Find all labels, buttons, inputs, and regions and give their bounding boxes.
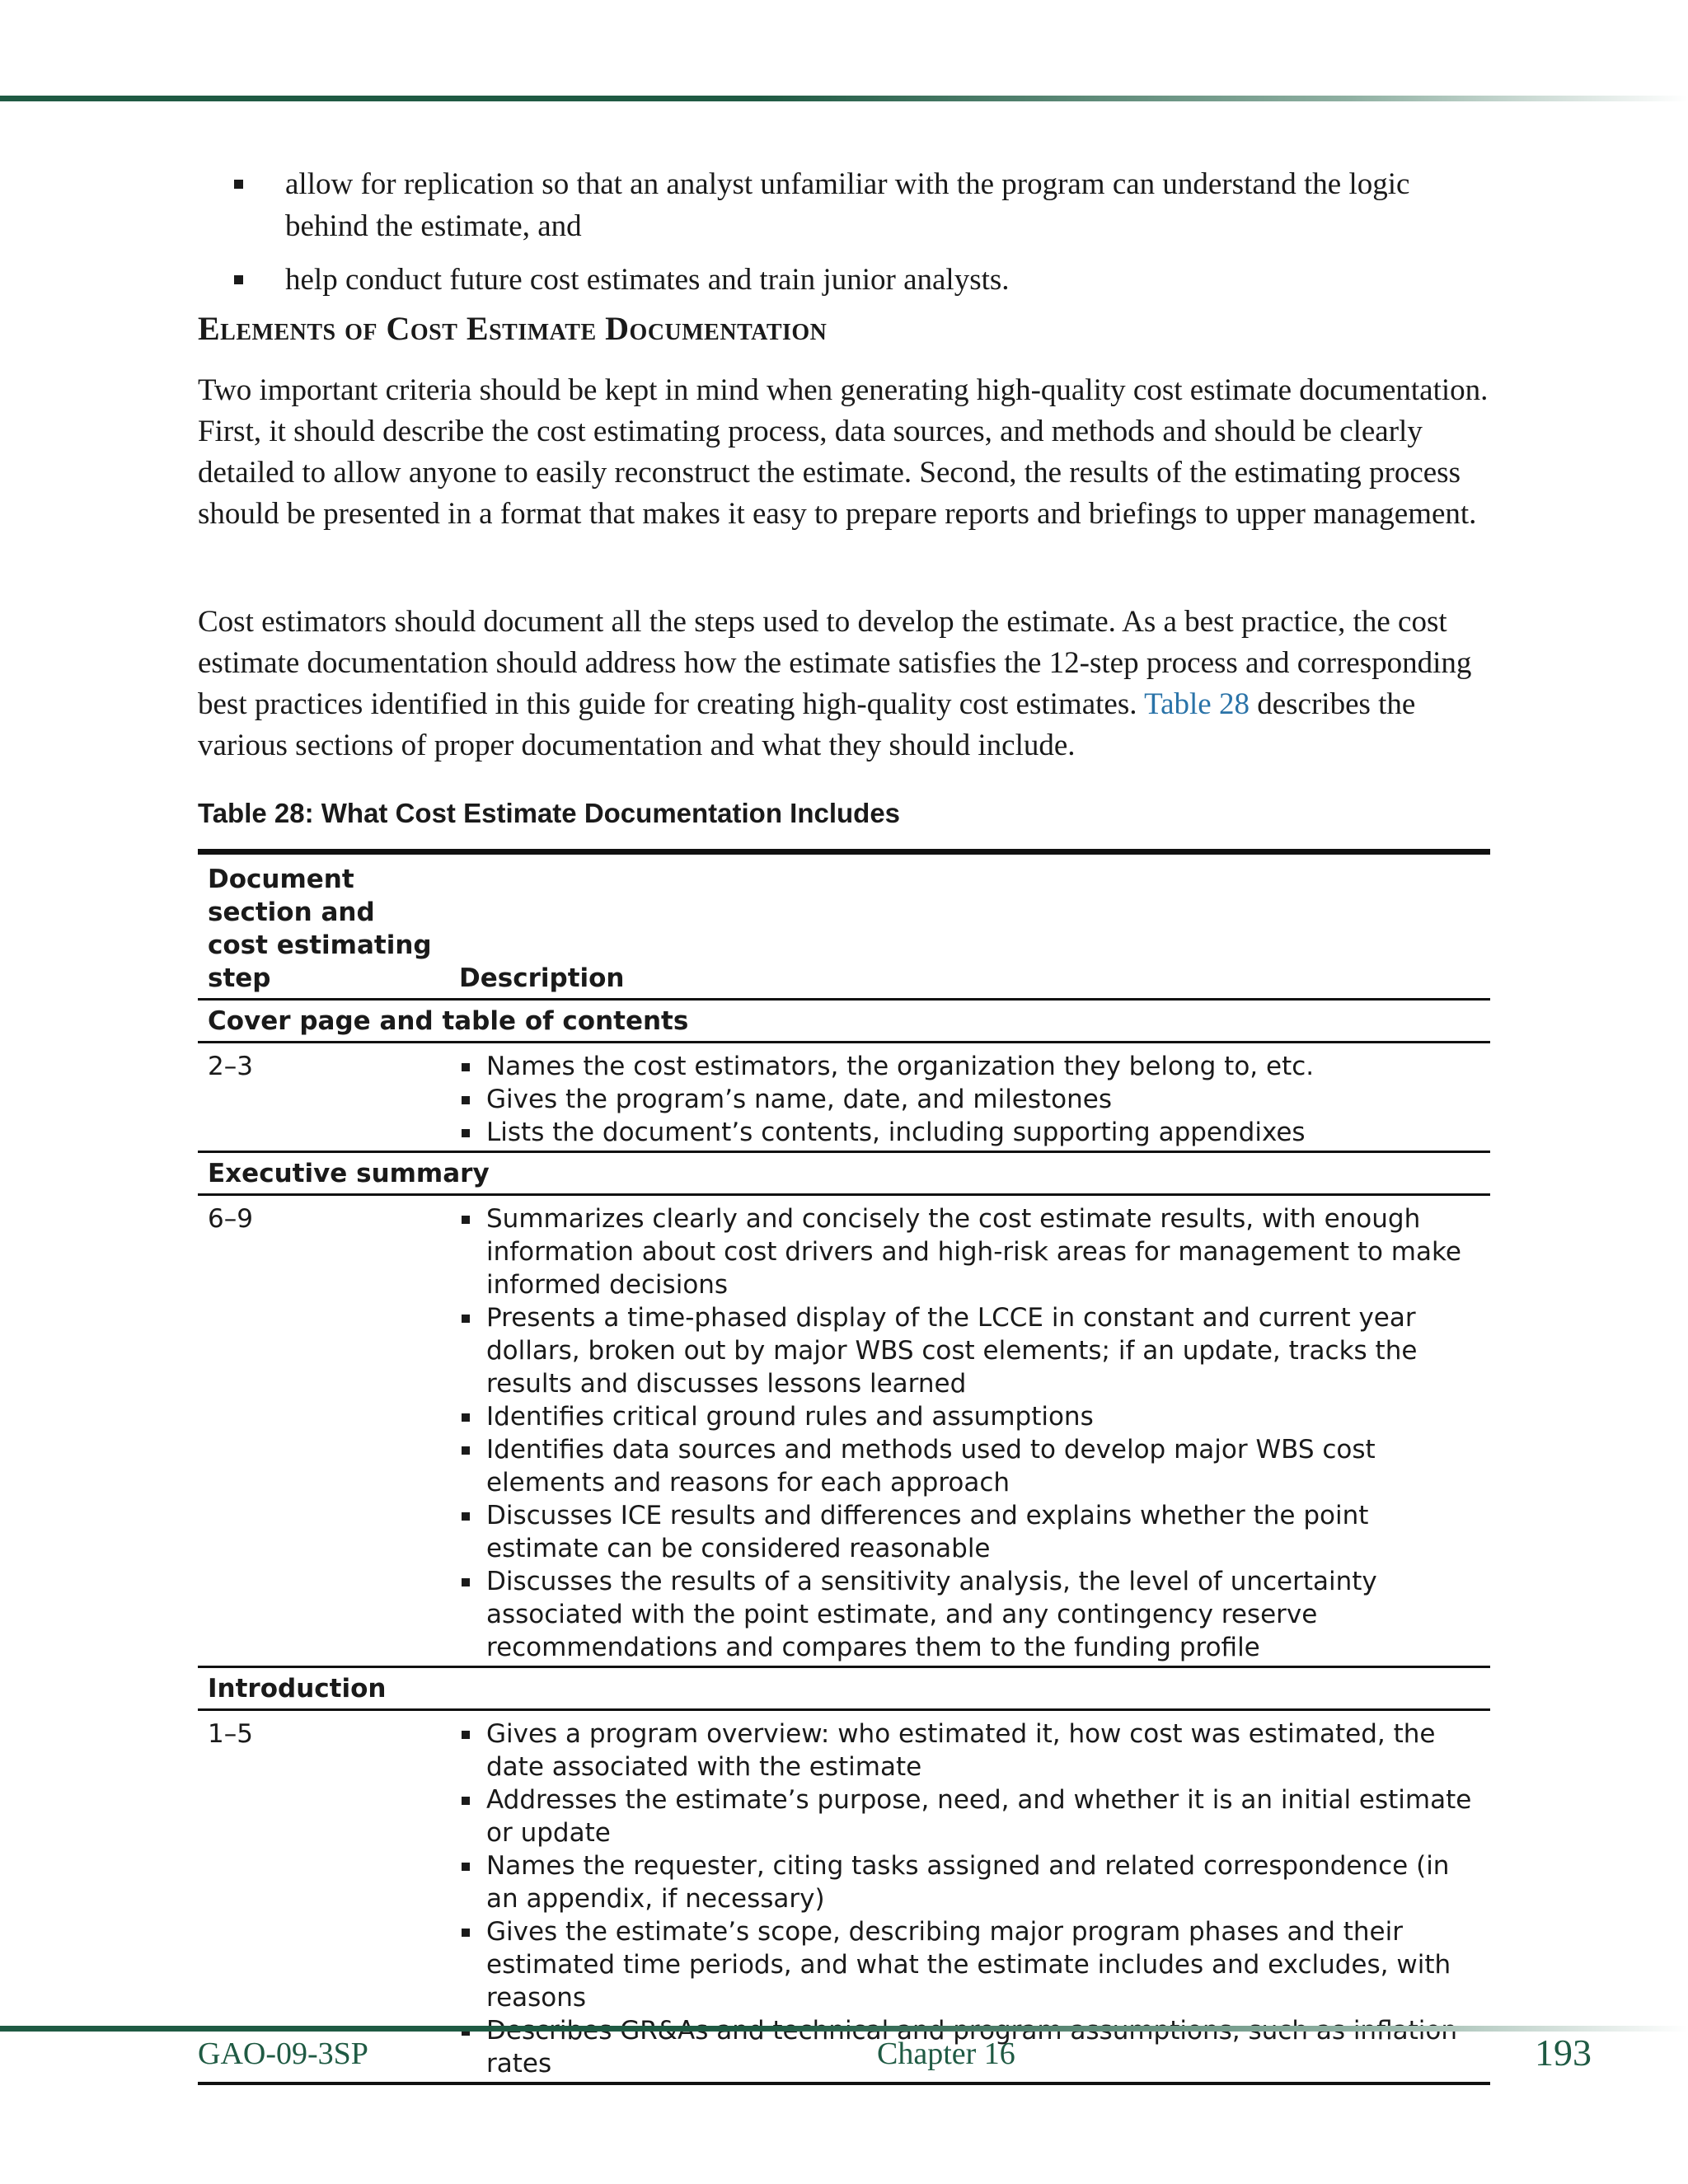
square-bullet-icon — [462, 1863, 470, 1871]
item-text: rates — [486, 2049, 552, 2079]
description-cell — [449, 1043, 1490, 1152]
list-item — [459, 1565, 1480, 1664]
footer-chapter: Chapter 16 — [877, 2036, 1015, 2071]
list-item — [459, 1400, 1480, 1433]
square-bullet-icon — [462, 1216, 470, 1224]
item-text: Discusses the results of a sensitivity analysis, the level of uncertainty associated with the point estimate, and any contingency reserve recommendations and compares them to the funding profile — [486, 1567, 1377, 1662]
list-item — [459, 1499, 1480, 1565]
square-bullet-icon — [462, 1129, 470, 1137]
list-item — [459, 1116, 1480, 1149]
bottom-rule — [0, 2026, 1688, 2032]
square-bullet-icon — [234, 275, 243, 284]
list-item — [459, 1050, 1480, 1083]
square-bullet-icon — [462, 1512, 470, 1521]
square-bullet-icon — [462, 1096, 470, 1104]
section-title: Cover page and table of contents — [198, 1000, 1490, 1043]
documentation-table — [198, 849, 1490, 2085]
step-cell: 2–3 — [198, 1043, 449, 1152]
item-text: Gives the estimate’s scope, describing major program phases and their estimated time periods, and what the estimate includes and excludes, with reasons — [486, 1917, 1451, 2013]
square-bullet-icon — [462, 1413, 470, 1422]
square-bullet-icon — [462, 1731, 470, 1739]
bullet-text: allow for replication so that an analyst unfamiliar with the program can understand the logic behind the estimate, and — [285, 167, 1410, 243]
header-description: Description — [449, 852, 1490, 1000]
paragraph-steps — [198, 602, 1492, 766]
list-item — [198, 163, 1492, 247]
section-heading: Elements of Cost Estimate Documentation — [198, 310, 828, 347]
square-bullet-icon — [462, 1578, 470, 1586]
table-row — [198, 1043, 1490, 1152]
table-caption: Table 28: What Cost Estimate Documentation Includes — [198, 798, 901, 828]
item-text: Summarizes clearly and concisely the cost estimate results, with enough information about cost drivers and high-risk areas for management to make informed decisions — [486, 1204, 1461, 1300]
paragraph-criteria: Two important criteria should be kept in mind when generating high-quality cost estimate documentation. First, it should describe the cost estimating process, data sources, and methods and should be clearly detailed to allow anyone to easily reconstruct the estimate. Second, the results of the estimating process should be presented in a format that makes it easy to prepare reports and briefings to upper management. — [198, 373, 1489, 531]
table-header-row — [198, 852, 1490, 1000]
list-item — [198, 259, 1492, 301]
header-document-section: Document section and cost estimating step — [198, 852, 449, 1000]
step-cell: 1–5 — [198, 1710, 449, 2084]
description-cell — [449, 1195, 1490, 1667]
list-item — [459, 1202, 1480, 1301]
item-text: Discusses ICE results and differences and explains whether the point estimate can be considered reasonable — [486, 1501, 1369, 1563]
bullet-text: help conduct future cost estimates and train junior analysts. — [285, 263, 1010, 297]
list-item — [459, 1849, 1480, 1915]
square-bullet-icon — [234, 180, 243, 189]
step-cell: 6–9 — [198, 1195, 449, 1667]
item-text: Gives the program’s name, date, and milestones — [486, 1085, 1113, 1114]
list-item — [459, 1083, 1480, 1116]
table-28-link[interactable]: Table 28 — [1144, 687, 1250, 721]
item-text: Addresses the estimate’s purpose, need, and whether it is an initial estimate or update — [486, 1785, 1472, 1848]
item-text: Names the requester, citing tasks assigned and related correspondence (in an appendix, if necessary) — [486, 1851, 1450, 1914]
paragraph-text: describes the various sections of proper documentation and what they should include. — [198, 687, 1416, 762]
square-bullet-icon — [462, 1446, 470, 1455]
list-item — [459, 1718, 1480, 1783]
intro-bullet-list — [198, 163, 1492, 312]
item-text: Presents a time-phased display of the LCCE in constant and current year dollars, broken out by major WBS cost elements; if an update, tracks the results and discusses lessons learned — [486, 1303, 1418, 1399]
item-text: Lists the document’s contents, including supporting appendixes — [486, 1118, 1306, 1147]
list-item — [459, 1301, 1480, 1400]
section-title: Introduction — [198, 1667, 1490, 1710]
top-rule — [0, 96, 1688, 101]
table-row — [198, 1195, 1490, 1667]
paragraph-text: Cost estimators should document all the steps used to develop the estimate. As a best practice, the cost estimate documentation should address how the estimate satisfies the 12-step process and corresponding best practices identified in this guide for creating high-quality cost estimates. — [198, 605, 1472, 721]
section-row — [198, 1152, 1490, 1195]
list-item — [459, 1915, 1480, 2014]
section-row — [198, 1000, 1490, 1043]
square-bullet-icon — [462, 1929, 470, 1937]
list-item — [459, 1433, 1480, 1499]
section-row — [198, 1667, 1490, 1710]
item-text: Gives a program overview: who estimated it, how cost was estimated, the date associated with the estimate — [486, 1719, 1436, 1782]
section-title: Executive summary — [198, 1152, 1490, 1195]
square-bullet-icon — [462, 1063, 470, 1071]
item-text: Identifies critical ground rules and assumptions — [486, 1402, 1094, 1432]
footer-page-number: 193 — [1535, 2032, 1592, 2074]
item-text: Names the cost estimators, the organization they belong to, etc. — [486, 1052, 1315, 1081]
list-item — [459, 1783, 1480, 1849]
square-bullet-icon — [462, 1315, 470, 1323]
footer-report-id: GAO-09-3SP — [198, 2036, 368, 2071]
square-bullet-icon — [462, 1797, 470, 1805]
item-text: Identifies data sources and methods used to develop major WBS cost elements and reasons for each approach — [486, 1435, 1376, 1497]
